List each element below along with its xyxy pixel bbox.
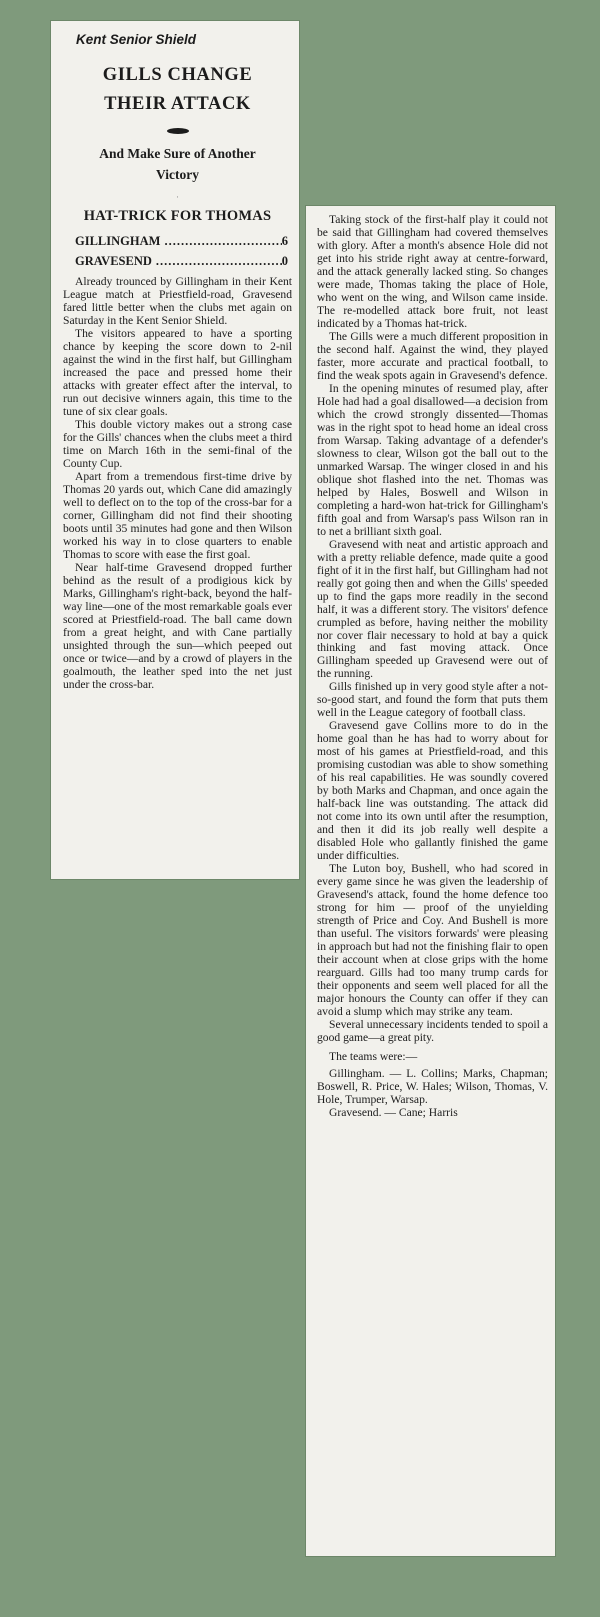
print-speck: · (176, 192, 179, 203)
deck (63, 144, 292, 186)
article-body (63, 275, 292, 691)
teams-heading: The teams were:— (329, 1050, 418, 1063)
paragraph: Near half-time Gravesend dropped further behind as the result of a prodigious kick by Marks, Gillingham's right-back, beyond the half-way line—one of the most remarkable goals ever scored at Priestfield-road. The ball came down from a great height, and with Cane partially unsighted through the sun—which peeped out once or twice—and by a crowd of players in the goalmouth, the leather sped into the net just under the cross-bar. (63, 560, 292, 691)
headline (63, 61, 292, 118)
score-row (63, 231, 292, 251)
paragraph: The Luton boy, Bushell, who had scored in every game since he was given the leadership of Gravesend's attack, found the home defence too strong for him — proof of the unyielding strength of Price and Coy. And Bushell is more than useful. The visitors forwards' were pleasing in approach but had not the finishing flair to open their account when at close grips with the home rearguard. Gills had too many trump cards for their opponents and seem well placed for all the major honours the County can offer if they can avoid a slump which may strike any team. (317, 862, 548, 1019)
paragraph: Already trounced by Gillingham in their Kent League match at Priestfield-road, Gravesend fared little better when the clubs met again on Saturday in the Kent Senior Shield. (63, 275, 292, 328)
deck-line-1: And Make Sure of Another (99, 146, 256, 162)
paragraph: Gravesend with neat and artistic approach and with a pretty reliable defence, made quite a good fight of it in the first half, but Gillingham had not really got going then and when the Gills' speeded up to find the gaps more readily in the second half, it was a different story. The visitors' defence crumpled as before, having neither the mobility nor cover flair necessary to hold at bay a quick thinking and fast moving attack. Once Gillingham speeded up Gravesend were out of the running. (317, 537, 548, 681)
article-clipping-left (50, 20, 300, 880)
score-team: GRAVESEND (75, 254, 152, 269)
headline-line-2: THEIR ATTACK (104, 93, 251, 114)
article-clipping-right (305, 205, 556, 1557)
score-leader-dots (152, 251, 282, 271)
headline-line-1: GILLS CHANGE (102, 65, 253, 85)
paragraph: Several unnecessary incidents tended to spoil a good game—a great pity. (317, 1018, 548, 1045)
paragraph: Taking stock of the first-half play it could not be said that Gillingham had covered themselves with glory. After a month's absence Hole did not get into his stride right away at centre-forward, and the attack generally lacked sting. So changes were made, Thomas taking the place of Hole, who went on the wing, and Wilson came inside. The re-modelled attack bore fruit, not least indicated by a Thomas hat-trick. (317, 213, 548, 330)
article-body-continued (317, 213, 548, 1044)
section-label: Kent Senior Shield (76, 32, 197, 47)
team-lineup-gillingham: Gillingham. — L. Collins; Marks, Chapman; Boswell, R. Price, W. Hales; Wilson, Thomas, V. Hole, Trumper, Warsap. (317, 1067, 548, 1106)
paragraph: The Gills were a much different proposition in the second half. Against the wind, they played faster, more accurate and practical football, to find the weak spots again in Gravesend's defence. (317, 329, 548, 382)
ornament-dash (167, 128, 189, 134)
score-value: 0 (281, 254, 288, 269)
paragraph: This double victory makes out a strong case for the Gills' chances when the clubs meet a third time on March 16th in the semi-final of the County Cup. (63, 418, 292, 470)
paragraph: Gills finished up in very good style after a not-so-good start, and found the form that puts them well in the League category of football class. (317, 680, 548, 720)
paragraph: Apart from a tremendous first-time drive by Thomas 20 yards out, which Cane did amazingly well to deflect on to the top of the cross-bar for a corner, Gillingham did not find their shooting boots until 35 minutes had gone and then Wilson worked his way in to close quarters to enable Thomas to score with ease the first goal. (63, 469, 292, 561)
paragraph: The visitors appeared to have a sporting chance by keeping the score down to 2-nil against the wind in the first half, but Gillingham increased the pace and pressed home their attacks with greater effect after the interval, to run out decisive winners again, this time to the tune of six clear goals. (63, 327, 292, 419)
score-team: GILLINGHAM (75, 234, 161, 249)
paragraph: In the opening minutes of resumed play, after Hole had had a goal disallowed—a decision from which the crowd strongly dissented—Thomas was in the right spot to head home an ideal cross from Warsap. Taking advantage of a defender's slowness to clear, Wilson got the ball out to the unmarked Warsap. The winger closed in and his oblique shot flashed into the net. Thomas was helped by Hales, Boswell and Wilson in completing a hard-won hat-trick for Gillingham's fifth goal and from Warsap's pass Wilson ran in to net a brilliant sixth goal. (317, 381, 548, 538)
deck-line-2: Victory (156, 167, 199, 183)
score-leader-dots (160, 231, 281, 251)
subheadline: HAT-TRICK FOR THOMAS (83, 208, 272, 225)
team-lineup-gravesend: Gravesend. — Cane; Harris (329, 1105, 458, 1119)
score-table (63, 231, 292, 271)
score-row (63, 251, 292, 271)
paragraph: Gravesend gave Collins more to do in the home goal than he has had to worry about for most of his games at Priestfield-road, and this promising custodian was able to show something of his real capabilities. He was soundly covered by both Marks and Chapman, and once again the half-back line was outstanding. The attack did not come into its own until after the resumption, and then it did its job really well despite a disabled Hole who gallantly finished the game under difficulties. (317, 719, 548, 863)
score-value: 6 (281, 234, 288, 249)
